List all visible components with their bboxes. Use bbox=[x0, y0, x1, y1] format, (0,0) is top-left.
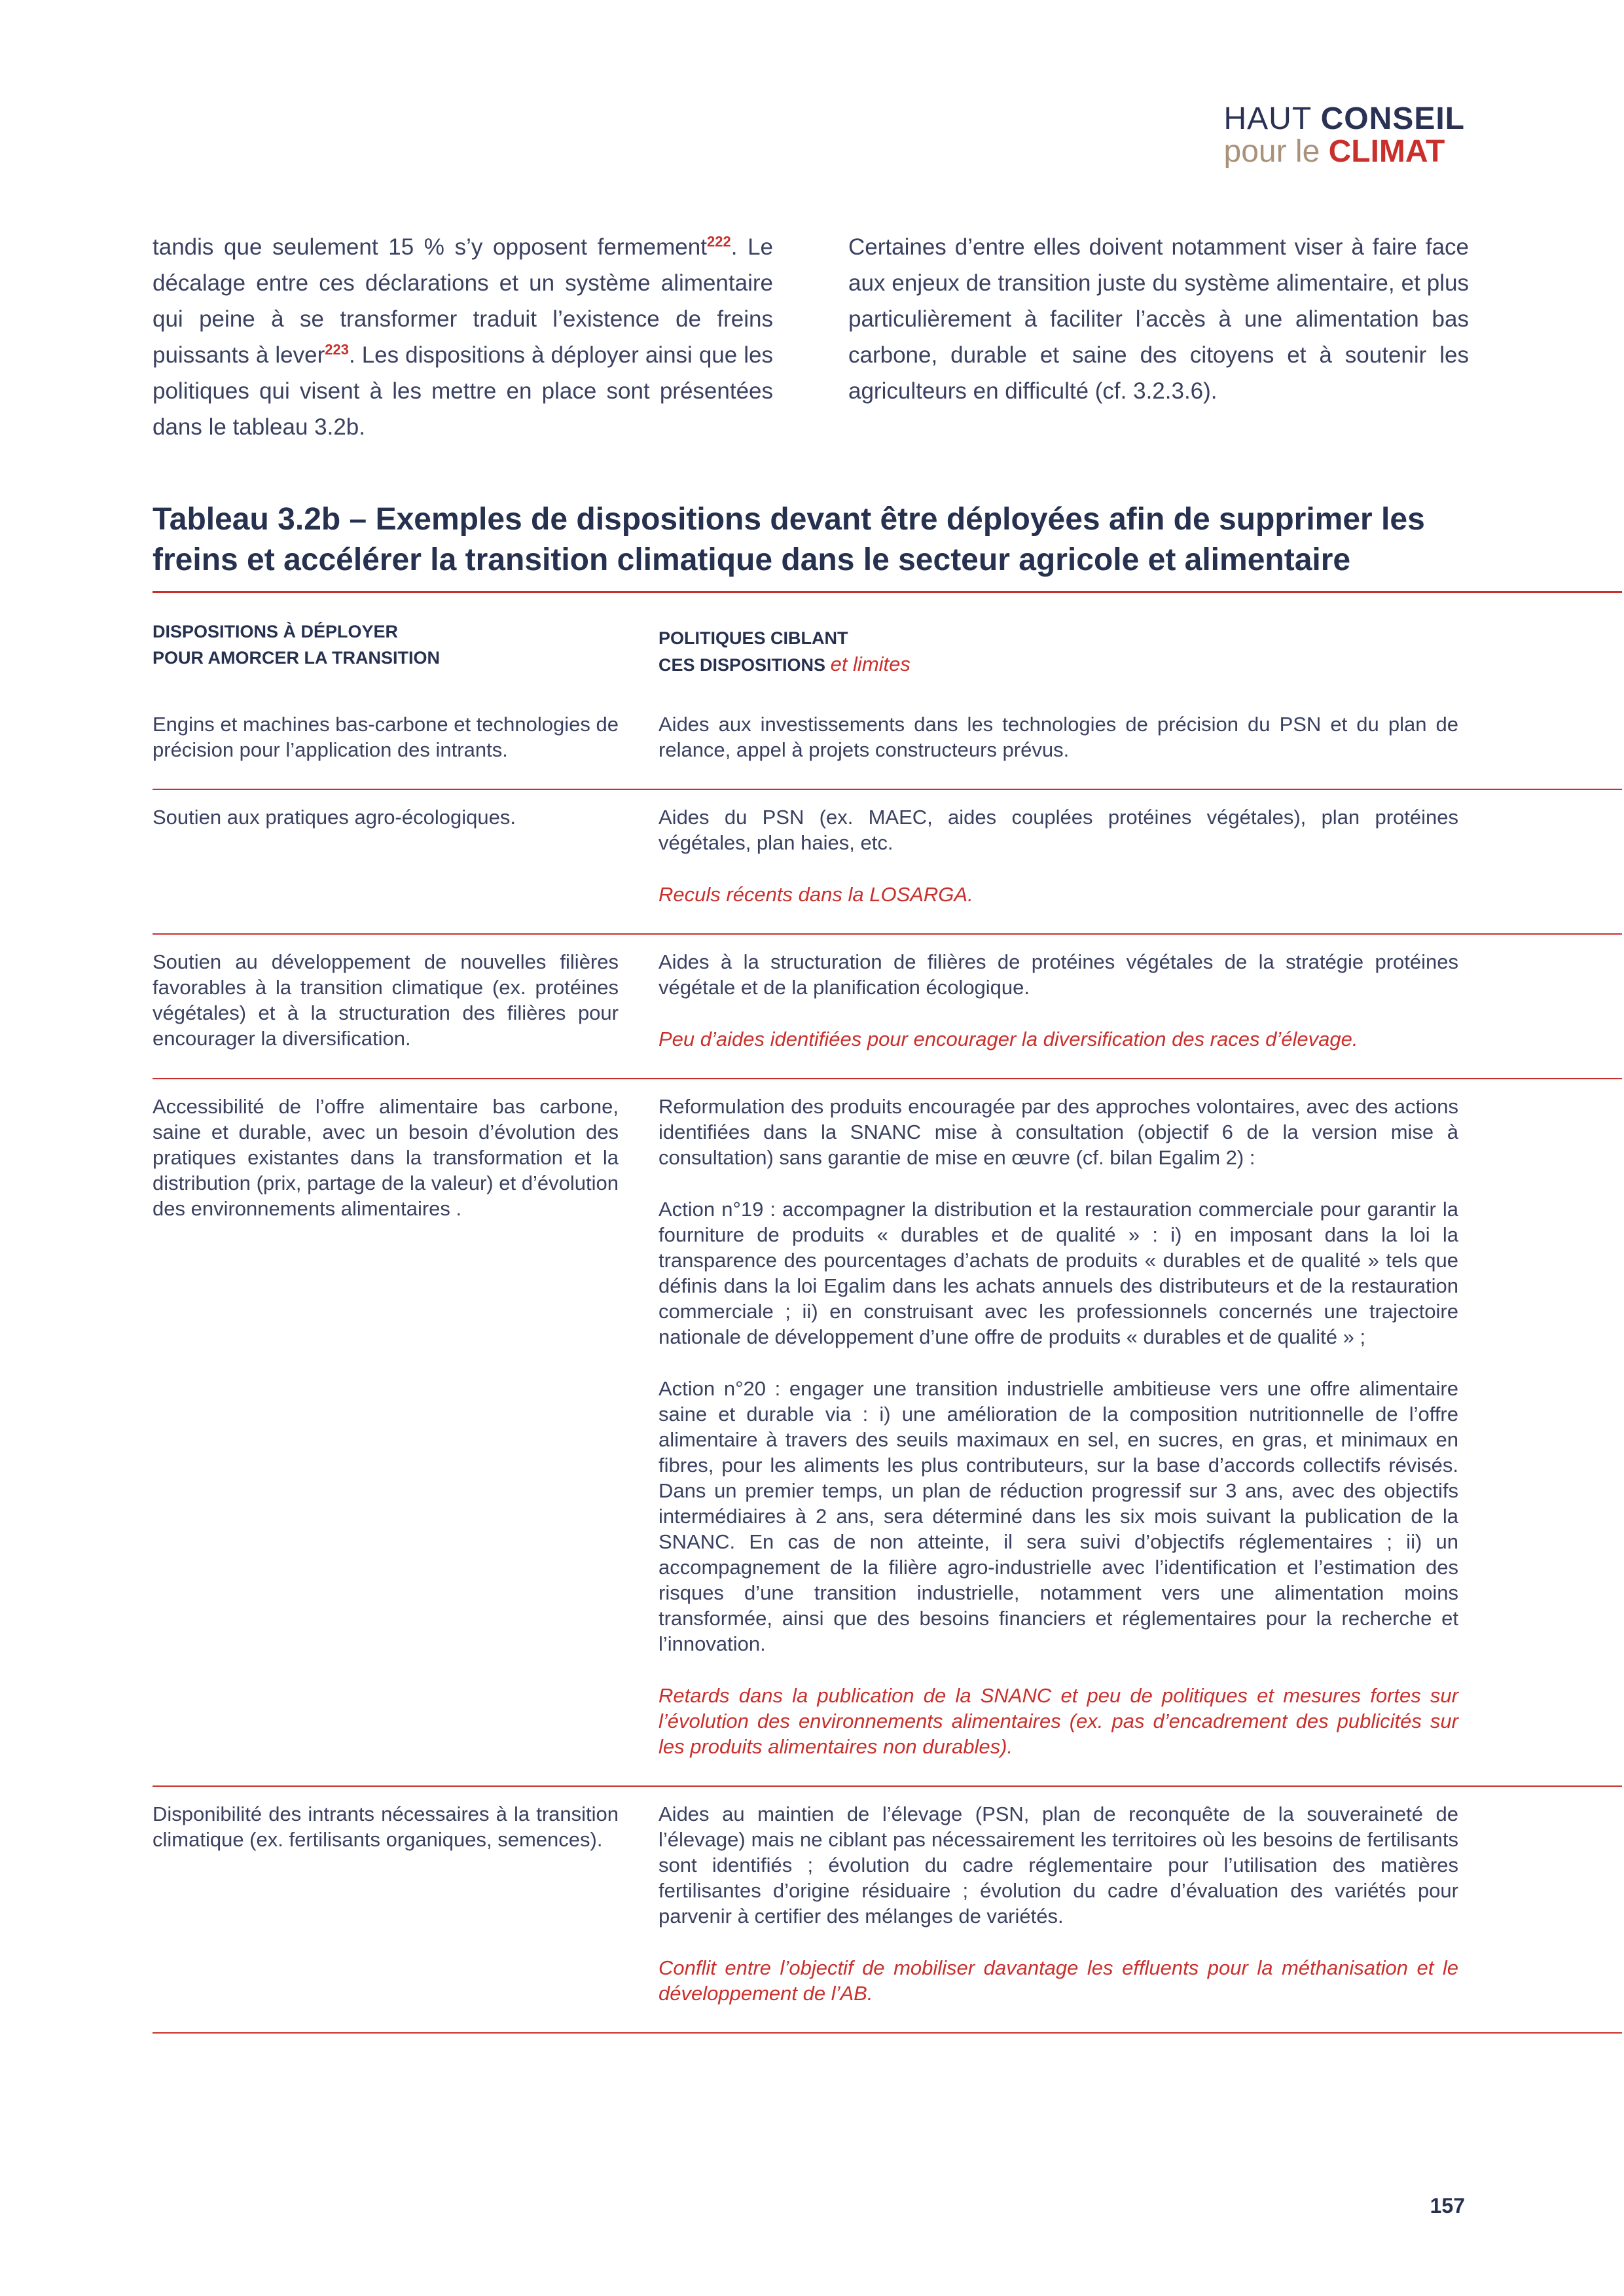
disposition-cell: Engins et machines bas-carbone et technologies de précision pour l’application des intrants. bbox=[153, 713, 619, 761]
logo-line-2: pour le CLIMAT bbox=[1223, 134, 1445, 169]
title-divider bbox=[153, 591, 1622, 593]
policy-cell: Aides à la structuration de filières de protéines végétales de la stratégie protéines végétale et de la planification écologique. Peu d’aides identifiées pour encourager la diversification des races d’élevage. bbox=[659, 950, 1458, 1050]
table-body bbox=[153, 694, 1622, 2034]
limits-text: Retards dans la publication de la SNANC et peu de politiques et mesures fortes sur l’évolution des environnements alimentaires (ex. pas d’encadrement des publicités sur les produits alimentaires non durables). bbox=[659, 1684, 1458, 1758]
intro-left-paragraph: tandis que seulement 15 % s’y opposent fermement$^{222}$. Le décalage entre ces déclarations et un système alimentaire qui peine à se transformer traduit l’existence de freins puissants à lever$^{223}$. Les dispositions à déployer ainsi que les politiques qui visent à les mettre en place sont présentées dans le tableau 3.2b. bbox=[153, 233, 773, 440]
footnote-ref[interactable]: 222 bbox=[706, 233, 731, 250]
disposition-cell: Accessibilité de l’offre alimentaire bas carbone, saine et durable, avec un besoin d’évolution des pratiques existantes dans la transformation et la distribution (prix, partage de la valeur) et d’évolution des environnements alimentaires . bbox=[153, 1095, 619, 1220]
table-row bbox=[153, 1787, 1622, 2034]
policy-cell: Aides aux investissements dans les technologies de précision du PSN et du plan de relance, appel à projets constructeurs prévus. bbox=[659, 713, 1458, 761]
logo bbox=[1224, 103, 1466, 168]
disposition-cell: Soutien aux pratiques agro-écologiques. bbox=[153, 806, 516, 829]
table-title: Tableau 3.2b – Exemples de dispositions devant être déployées afin de supprimer les freins et accélérer la transition climatique dans le secteur agricole et alimentaire bbox=[153, 502, 1425, 577]
column-header-politiques: POLITIQUES CIBLANT CES DISPOSITIONS et limites bbox=[659, 628, 911, 675]
logo-line-1: HAUT CONSEIL bbox=[1223, 101, 1465, 136]
policy-cell: Reformulation des produits encouragée par des approches volontaires, avec des actions identifiées dans la SNANC mise à consultation (objectif 6 de la version mise à consultation) sans garantie de mise en œuvre (cf. bilan Egalim 2) : Action n°19 : accompagner la distribution et la restauration commerciale pour garantir la fourniture de produits « durables et de qualité » : i) en imposant dans la loi la transparence des pourcentages d’achats de produits « durables et de qualité » tels que définis dans la loi Egalim dans les achats annuels des distributeurs et de la restauration commerciale ; ii) en construisant avec les professionnels concernés une trajectoire nationale de développement d’une offre de produits « durables et de qualité » ; Action n°20 : engager une transition industrielle ambitieuse vers une offre alimentaire saine et durable via : i) une amélioration de la composition nutritionnelle de l’offre alimentaire à travers des seuils maximaux en sel, en sucres, en gras, et minimaux en fibres, pour les aliments les plus contributeurs, sur la base d’accords collectifs révisés. Dans un premier temps, un plan de réduction progressif sur 3 ans, avec des objectifs intermédiaires à 2 ans, sera déterminé dans les six mois suivant la publication de la SNANC. En cas de non atteinte, il sera suivi d’objectifs réglementaires ; ii) un accompagnement de la filière agro-industrielle avec l’identification et l’estimation des risques d’une transition industrielle, notamment vers une alimentation moins transformée, ainsi que des besoins financiers et réglementaires pour la recherche et l’innovation. Retards dans la publication de la SNANC et peu de politiques et mesures fortes sur l’évolution des environnements alimentaires (ex. pas d’encadrement des publicités sur les produits alimentaires non durables). bbox=[659, 1095, 1458, 1758]
limits-text: Conflit entre l’objectif de mobiliser davantage les effluents pour la méthanisation et le développement de l’AB. bbox=[659, 1956, 1458, 2005]
footnote-ref[interactable]: 223 bbox=[325, 341, 349, 358]
page-number: 157 bbox=[1430, 2194, 1465, 2217]
policy-cell: Aides du PSN (ex. MAEC, aides couplées protéines végétales), plan protéines végétales, plan haies, etc. Reculs récents dans la LOSARGA. bbox=[659, 806, 1458, 906]
table-row bbox=[153, 935, 1622, 1079]
disposition-cell: Disponibilité des intrants nécessaires à la transition climatique (ex. fertilisants organiques, semences). bbox=[153, 1803, 619, 1851]
policy-cell: Aides au maintien de l’élevage (PSN, plan de reconquête de la souveraineté de l’élevage) mais ne ciblant pas nécessairement les territoires où les besoins de fertilisants sont identifiés ; évolution du cadre réglementaire pour l’utilisation des matières fertilisantes d’origine résiduaire ; évolution du cadre d’évaluation des variétés pour parvenir à certifier des mélanges de variétés. Conflit entre l’objectif de mobiliser davantage les effluents pour la méthanisation et le développement de l’AB. bbox=[659, 1803, 1458, 2005]
intro-left-column bbox=[153, 229, 773, 445]
intro-right-column bbox=[848, 229, 1469, 409]
table-row bbox=[153, 790, 1622, 935]
table-row bbox=[153, 1079, 1622, 1787]
intro-right-paragraph: Certaines d’entre elles doivent notamment viser à faire face aux enjeux de transition juste du système alimentaire, et plus particulièrement à faciliter l’accès à une alimentation bas carbone, durable et saine des citoyens et à soutenir les agriculteurs en difficulté (cf. 3.2.3.6). bbox=[848, 234, 1469, 404]
column-header-dispositions: DISPOSITIONS À DÉPLOYER POUR AMORCER LA TRANSITION bbox=[153, 622, 440, 668]
table-row bbox=[153, 694, 1622, 790]
limits-text: Reculs récents dans la LOSARGA. bbox=[659, 883, 973, 906]
disposition-cell: Soutien au développement de nouvelles filières favorables à la transition climatique (ex. protéines végétales) et à la structuration des filières pour encourager la diversification. bbox=[153, 950, 619, 1050]
limits-text: Peu d’aides identifiées pour encourager la diversification des races d’élevage. bbox=[659, 1028, 1358, 1050]
